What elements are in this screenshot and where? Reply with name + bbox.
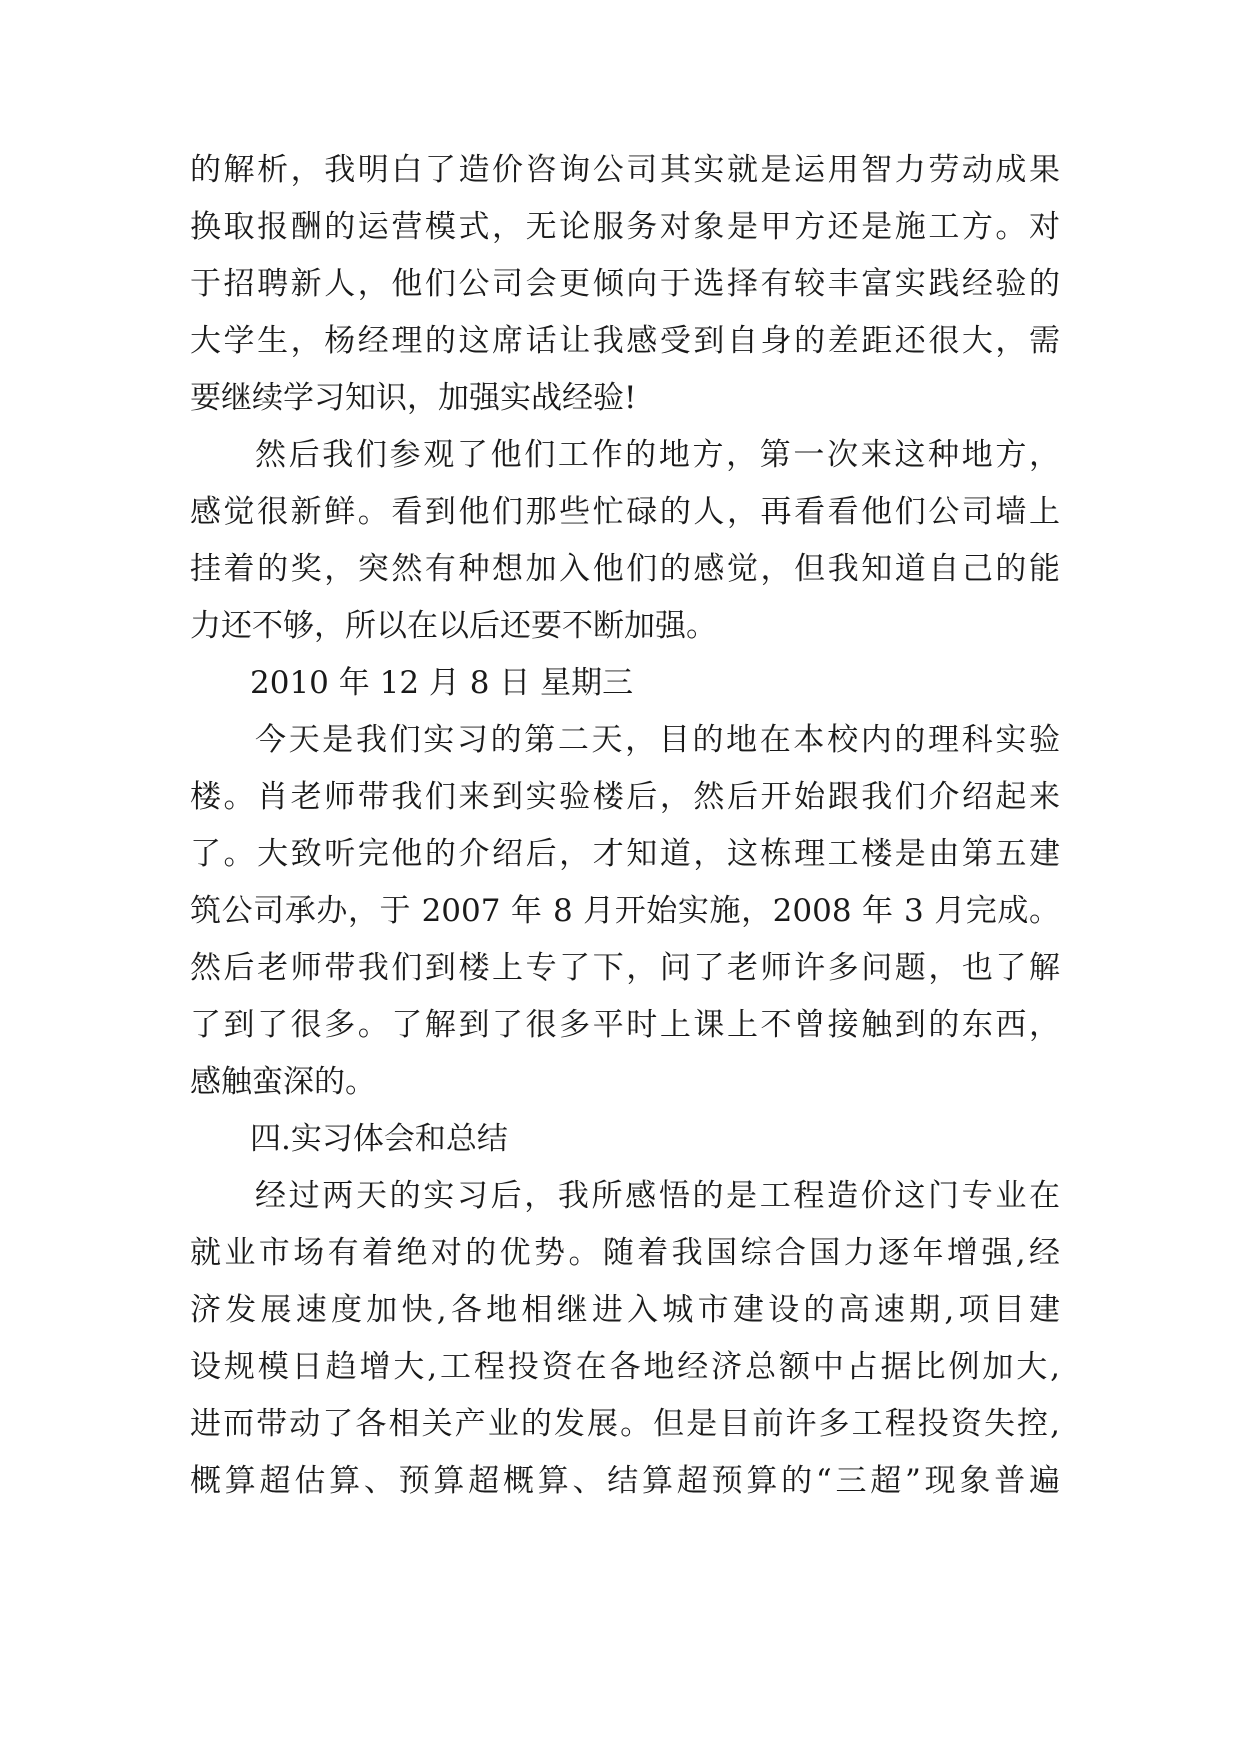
text-line: 就业市场有着绝对的优势。随着我国综合国力逐年增强,经 <box>190 1235 1060 1271</box>
text-line: 力还不够，所以在以后还要不断加强。 <box>190 608 717 644</box>
text-line: 了。大致听完他的介绍后，才知道，这栋理工楼是由第五建 <box>190 836 1060 872</box>
text-line: 然后我们参观了他们工作的地方，第一次来这种地方， <box>255 437 1060 473</box>
text-line: 然后老师带我们到楼上专了下，问了老师许多问题，也了解 <box>190 950 1060 986</box>
text-line: 进而带动了各相关产业的发展。但是目前许多工程投资失控, <box>190 1406 1060 1442</box>
text-line: 了到了很多。了解到了很多平时上课上不曾接触到的东西， <box>190 1007 1060 1043</box>
text-line: 楼。肖老师带我们来到实验楼后，然后开始跟我们介绍起来 <box>190 779 1060 815</box>
text-line: 换取报酬的运营模式，无论服务对象是甲方还是施工方。对 <box>190 209 1060 245</box>
text-line: 设规模日趋增大,工程投资在各地经济总额中占据比例加大, <box>190 1349 1060 1385</box>
text-line: 大学生，杨经理的这席话让我感受到自身的差距还很大，需 <box>190 323 1060 359</box>
text-line: 感觉很新鲜。看到他们那些忙碌的人，再看看他们公司墙上 <box>190 494 1060 530</box>
date-heading: 2010 年 12 月 8 日 星期三 <box>250 665 634 701</box>
text-line: 挂着的奖，突然有种想加入他们的感觉，但我知道自己的能 <box>190 551 1060 587</box>
text-line: 筑公司承办，于 2007 年 8 月开始实施，2008 年 3 月完成。 <box>190 893 1060 929</box>
text-line: 今天是我们实习的第二天，目的地在本校内的理科实验 <box>255 722 1060 758</box>
text-line: 概算超估算、预算超概算、结算超预算的“三超”现象普遍 <box>190 1463 1060 1499</box>
text-line: 要继续学习知识，加强实战经验! <box>190 380 637 416</box>
text-line: 于招聘新人，他们公司会更倾向于选择有较丰富实践经验的 <box>190 266 1060 302</box>
text-line: 济发展速度加快,各地相继进入城市建设的高速期,项目建 <box>190 1292 1060 1328</box>
text-line: 经过两天的实习后，我所感悟的是工程造价这门专业在 <box>255 1178 1060 1214</box>
text-line: 感触蛮深的。 <box>190 1064 376 1100</box>
section-heading: 四.实习体会和总结 <box>250 1121 508 1157</box>
text-line: 的解析，我明白了造价咨询公司其实就是运用智力劳动成果 <box>190 152 1060 188</box>
